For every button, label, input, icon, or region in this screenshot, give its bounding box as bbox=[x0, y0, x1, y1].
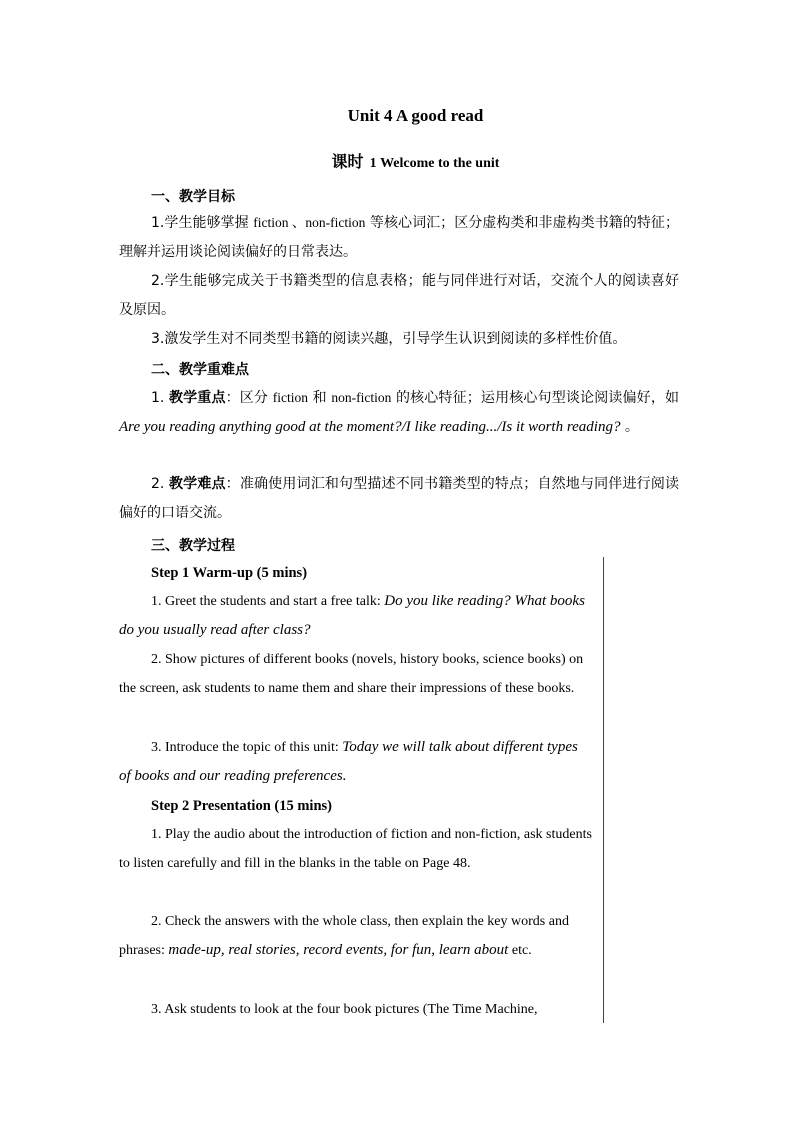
section-heading-process: 三、教学过程 bbox=[151, 538, 235, 554]
step-2-item-3: 3. Ask students to look at the four book pictures (The Time Machine, bbox=[151, 1002, 538, 1017]
key-1-fiction: fiction bbox=[272, 390, 308, 405]
key-1-text-b: 的核心特征；运用核心句型谈论阅读偏好，如 bbox=[391, 390, 679, 406]
key-1-end: 。 bbox=[620, 419, 639, 435]
key-point-2 bbox=[119, 470, 679, 528]
lesson-heading bbox=[0, 149, 794, 172]
step-1-item-2: 2. Show pictures of different books (novels, history books, science books) on the screen, ask students to name them and share their impressions of these books. bbox=[119, 652, 584, 696]
section-heading-goals: 一、教学目标 bbox=[151, 189, 235, 205]
key-1-examples: Are you reading anything good at the moment?/I like reading.../Is it worth reading? bbox=[119, 419, 621, 435]
s1-item-1-text: 1. Greet the students and start a free talk: bbox=[151, 594, 385, 609]
step-1-title: Step 1 Warm-up (5 mins) bbox=[151, 565, 308, 581]
goal-1-terms: fiction 、non-fiction bbox=[253, 215, 366, 230]
key-1-label: 教学重点 bbox=[168, 390, 226, 406]
document-title: Unit 4 A good read bbox=[347, 106, 484, 125]
lesson-label: 课时 bbox=[331, 152, 364, 171]
step-2-title: Step 2 Presentation (15 mins) bbox=[151, 798, 332, 814]
goal-item-1 bbox=[119, 208, 679, 267]
step-1-item-1 bbox=[119, 587, 593, 645]
key-2-text: ：准确使用词汇和句型描述不同书籍类型的特点；自然地与同伴进行阅读偏好的口语交流。 bbox=[119, 476, 679, 521]
step-1-item-3 bbox=[119, 733, 593, 791]
s2-item-2-text: 2. Check the answers with the whole class, then explain the key words and phrases: bbox=[119, 914, 569, 958]
goal-1-text-a: 1.学生能够掌握 bbox=[151, 215, 254, 231]
s2-item-2-phrases: made-up, real stories, record events, for fun, learn about bbox=[168, 942, 509, 958]
key-1-number: 1. bbox=[151, 390, 169, 406]
section-heading-key-points: 二、教学重难点 bbox=[151, 362, 249, 378]
goal-item-2: 2.学生能够完成关于书籍类型的信息表格；能与同伴进行对话，交流个人的阅读喜好及原因。 bbox=[119, 273, 679, 318]
key-point-1 bbox=[119, 383, 679, 442]
lesson-title: 1 Welcome to the unit bbox=[369, 156, 500, 171]
key-1-text-a: ：区分 bbox=[225, 390, 273, 406]
key-1-nonfiction: non-fiction bbox=[331, 390, 392, 405]
s1-item-3-topic: Today we will talk about different types of books and our reading preferences. bbox=[119, 739, 578, 784]
margin-rule bbox=[603, 557, 604, 1023]
key-1-and: 和 bbox=[307, 390, 332, 406]
s1-item-1-question: Do you like reading? What books do you usually read after class? bbox=[119, 593, 585, 638]
goal-item-3: 3.激发学生对不同类型书籍的阅读兴趣，引导学生认识到阅读的多样性价值。 bbox=[151, 331, 627, 347]
step-2-item-1: 1. Play the audio about the introduction of fiction and non-fiction, ask students to listen carefully and fill in the blanks in the table on Page 48. bbox=[119, 827, 592, 871]
step-2-item-2 bbox=[119, 907, 593, 965]
s2-item-2-etc: etc. bbox=[508, 943, 532, 958]
key-2-label: 教学难点 bbox=[168, 476, 226, 492]
key-2-number: 2. bbox=[151, 476, 169, 492]
s1-item-3-text: 3. Introduce the topic of this unit: bbox=[151, 740, 343, 755]
goal-1-text-b: 等核心词汇；区分虚构类和非虚构类书籍的特征；理解并运用谈论阅读偏好的日常表达。 bbox=[119, 215, 679, 260]
